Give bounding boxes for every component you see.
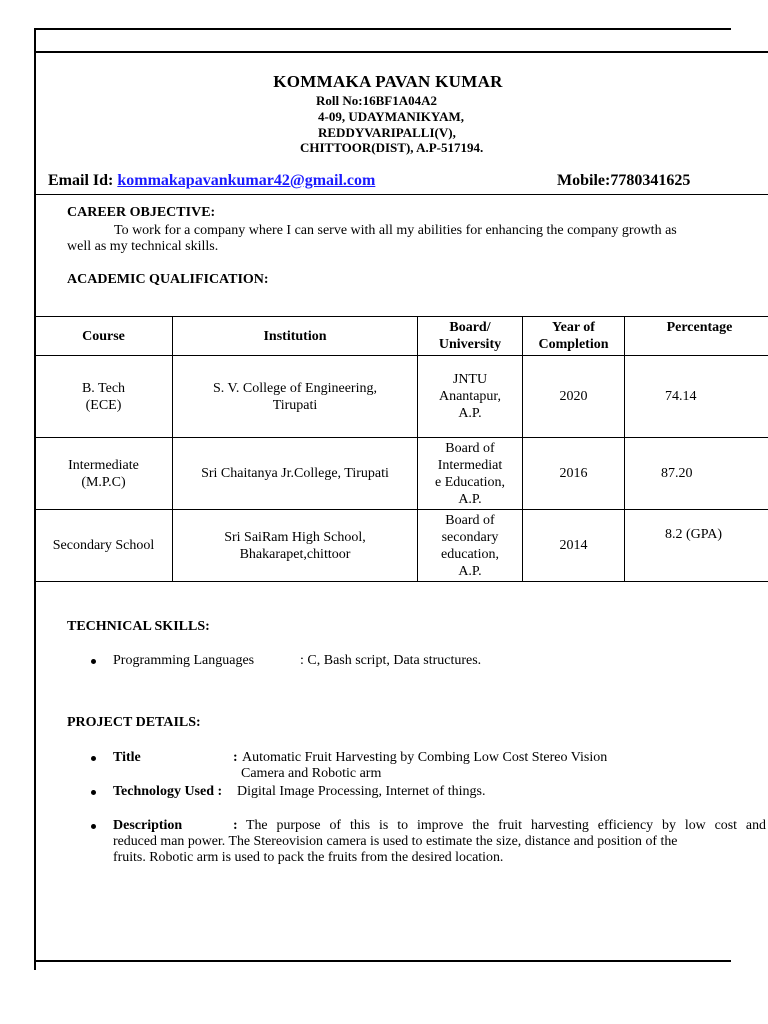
email-link[interactable]: kommakapavankumar42@gmail.com xyxy=(117,172,376,189)
table-row xyxy=(35,438,768,510)
bullet-icon xyxy=(91,756,96,761)
project-title-label: Title xyxy=(113,750,141,765)
table-header-row xyxy=(35,317,768,356)
description-colon: : xyxy=(233,818,238,833)
project-title-line-2: Camera and Robotic arm xyxy=(241,766,382,781)
cell-institution: S. V. College of Engineering, Tirupati xyxy=(173,356,418,438)
cell-year: 2020 xyxy=(523,356,625,438)
career-objective-line-1: To work for a company where I can serve with all my abilities for enhancing the company growth as xyxy=(114,223,677,238)
project-title-line-1: Automatic Fruit Harvesting by Combing Low Cost Stereo Vision xyxy=(242,750,608,765)
cell-year: 2014 xyxy=(523,510,625,582)
header-border-line xyxy=(34,51,768,53)
cell-percentage: 74.14 xyxy=(625,356,768,438)
skills-item-value: : C, Bash script, Data structures. xyxy=(300,653,482,668)
description-label: Description xyxy=(113,818,183,833)
candidate-name: KOMMAKA PAVAN KUMAR xyxy=(273,72,503,91)
cell-board: Board of Intermediat e Education, A.P. xyxy=(418,438,523,510)
career-objective-heading: CAREER OBJECTIVE: xyxy=(67,205,216,220)
description-line-1: The purpose of this is to improve the fruit harvesting efficiency by low cost and xyxy=(246,818,766,833)
cell-percentage: 8.2 (GPA) xyxy=(625,510,768,582)
table-row xyxy=(35,510,768,582)
cell-institution: Sri SaiRam High School, Bhakarapet,chittoor xyxy=(173,510,418,582)
description-line-3: fruits. Robotic arm is used to pack the fruits from the desired location. xyxy=(113,850,504,865)
col-year: Year of Completion xyxy=(523,317,625,356)
email-separator-line xyxy=(34,194,768,195)
col-percentage: Percentage xyxy=(625,317,768,356)
cell-percentage: 87.20 xyxy=(625,438,768,510)
technical-skills-heading: TECHNICAL SKILLS: xyxy=(67,619,210,634)
address-line-2: REDDYVARIPALLI(V), xyxy=(318,125,456,140)
cell-course: Secondary School xyxy=(35,510,173,582)
cell-board: Board of secondary education, A.P. xyxy=(418,510,523,582)
academic-qualification-heading: ACADEMIC QUALIFICATION: xyxy=(67,272,269,287)
cell-course: Intermediate (M.P.C) xyxy=(35,438,173,510)
skills-item-label: Programming Languages xyxy=(113,653,255,668)
technology-used-label: Technology Used : xyxy=(113,784,223,799)
top-border-line xyxy=(34,28,731,30)
career-objective-line-2: well as my technical skills. xyxy=(67,239,219,254)
address-line-1: 4-09, UDAYMANIKYAM, xyxy=(318,109,465,124)
project-title-colon: : xyxy=(233,750,238,765)
bottom-border-line xyxy=(34,960,731,962)
roll-number: Roll No:16BF1A04A2 xyxy=(316,93,437,108)
mobile-number: Mobile:7780341625 xyxy=(557,172,691,189)
cell-course: B. Tech (ECE) xyxy=(35,356,173,438)
table-row xyxy=(35,356,768,438)
technology-used-value: Digital Image Processing, Internet of things. xyxy=(237,784,486,799)
address-line-3: CHITTOOR(DIST), A.P-517194. xyxy=(300,140,484,155)
bullet-icon xyxy=(91,659,96,664)
col-board: Board/ University xyxy=(418,317,523,356)
cell-board: JNTU Anantapur, A.P. xyxy=(418,356,523,438)
col-institution: Institution xyxy=(173,317,418,356)
project-details-heading: PROJECT DETAILS: xyxy=(67,715,201,730)
bullet-icon xyxy=(91,790,96,795)
cell-institution: Sri Chaitanya Jr.College, Tirupati xyxy=(173,438,418,510)
cell-year: 2016 xyxy=(523,438,625,510)
academic-table xyxy=(34,316,768,582)
col-course: Course xyxy=(35,317,173,356)
description-line-2: reduced man power. The Stereovision camera is used to estimate the size, distance and position of the xyxy=(113,834,678,849)
bullet-icon xyxy=(91,824,96,829)
email-row xyxy=(48,172,375,190)
email-label: Email Id: xyxy=(48,172,118,189)
